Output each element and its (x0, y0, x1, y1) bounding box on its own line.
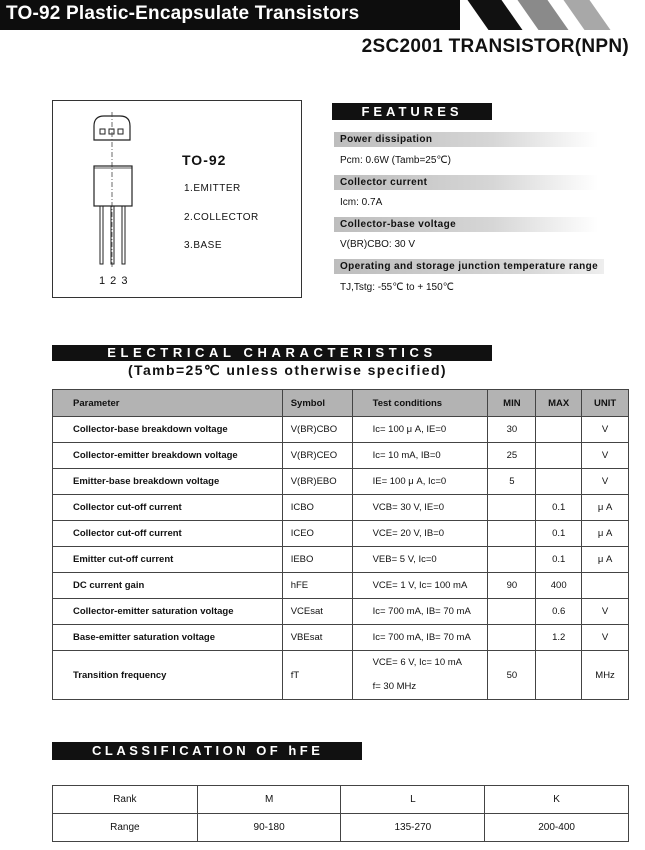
range-cell: 90-180 (197, 814, 341, 842)
max-cell: 0.1 (536, 547, 582, 573)
min-cell (488, 625, 536, 651)
col-header: Parameter (53, 390, 283, 417)
col-header: Test conditions (352, 390, 488, 417)
pin-numbers: 1 2 3 (99, 275, 129, 287)
rank-label: Rank (53, 786, 198, 814)
pin-label-collector: 2.COLLECTOR (184, 212, 259, 223)
unit-cell: MHz (582, 651, 629, 700)
feature-heading: Power dissipation (334, 132, 598, 147)
feature-heading: Collector-base voltage (334, 217, 598, 232)
features-banner: FEATURES (332, 103, 492, 120)
min-cell: 50 (488, 651, 536, 700)
condition-cell: Ic= 700 mA, IB= 70 mA (352, 599, 488, 625)
symbol-cell: IEBO (282, 547, 352, 573)
unit-cell (582, 573, 629, 599)
unit-cell: μ A (582, 521, 629, 547)
feature-heading: Collector current (334, 175, 598, 190)
feature-heading: Operating and storage junction temperature range (334, 259, 604, 274)
min-cell: 5 (488, 469, 536, 495)
param-cell: Transition frequency (53, 651, 283, 700)
min-cell (488, 521, 536, 547)
condition-cell: Ic= 700 mA, IB= 70 mA (352, 625, 488, 651)
max-cell (536, 417, 582, 443)
pin-label-base: 3.BASE (184, 240, 223, 251)
table-row (53, 547, 629, 573)
table-header-row (53, 390, 629, 417)
table-row (53, 469, 629, 495)
rank-cell: L (341, 786, 485, 814)
col-header: MIN (488, 390, 536, 417)
min-cell: 90 (488, 573, 536, 599)
table-row (53, 599, 629, 625)
max-cell: 1.2 (536, 625, 582, 651)
table-row (53, 625, 629, 651)
symbol-cell: V(BR)EBO (282, 469, 352, 495)
param-cell: Collector cut-off current (53, 495, 283, 521)
max-cell: 0.1 (536, 521, 582, 547)
condition-cell: IE= 100 μ A, Ic=0 (352, 469, 488, 495)
symbol-cell: ICEO (282, 521, 352, 547)
table-row (53, 814, 629, 842)
max-cell (536, 443, 582, 469)
param-cell: Collector cut-off current (53, 521, 283, 547)
classification-table (52, 785, 629, 842)
col-header: UNIT (582, 390, 629, 417)
param-cell: Emitter-base breakdown voltage (53, 469, 283, 495)
electrical-banner: ELECTRICAL CHARACTERISTICS (52, 345, 492, 361)
col-header: Symbol (282, 390, 352, 417)
unit-cell: V (582, 417, 629, 443)
table-row (53, 651, 629, 700)
param-cell: Collector-emitter saturation voltage (53, 599, 283, 625)
condition-cell: Ic= 10 mA, IB=0 (352, 443, 488, 469)
unit-cell: V (582, 469, 629, 495)
header-stripe (467, 0, 522, 30)
max-cell: 0.1 (536, 495, 582, 521)
condition-cell: VCE= 20 V, IB=0 (352, 521, 488, 547)
unit-cell: V (582, 443, 629, 469)
rank-cell: K (485, 786, 629, 814)
feature-value: Pcm: 0.6W (Tamb=25℃) (340, 155, 451, 166)
unit-cell: μ A (582, 495, 629, 521)
param-cell: Collector-base breakdown voltage (53, 417, 283, 443)
unit-cell: μ A (582, 547, 629, 573)
table-row (53, 521, 629, 547)
range-cell: 200-400 (485, 814, 629, 842)
condition-line: VCE= 6 V, Ic= 10 mA (372, 657, 463, 668)
package-name: TO-92 (182, 152, 227, 168)
condition-line: f= 30 MHz (372, 681, 417, 692)
symbol-cell: ICBO (282, 495, 352, 521)
rank-cell: M (197, 786, 341, 814)
to92-package-drawing (82, 112, 162, 272)
symbol-cell: fT (282, 651, 352, 700)
feature-value: Icm: 0.7A (340, 197, 383, 208)
symbol-cell: hFE (282, 573, 352, 599)
unit-cell: V (582, 599, 629, 625)
range-cell: 135-270 (341, 814, 485, 842)
symbol-cell: VCEsat (282, 599, 352, 625)
col-header: MAX (536, 390, 582, 417)
min-cell (488, 547, 536, 573)
condition-cell: Ic= 100 μ A, IE=0 (352, 417, 488, 443)
electrical-table (52, 389, 629, 700)
max-cell: 0.6 (536, 599, 582, 625)
unit-cell: V (582, 625, 629, 651)
param-cell: Emitter cut-off current (53, 547, 283, 573)
header-title: TO-92 Plastic-Encapsulate Transistors (6, 3, 360, 24)
feature-value: V(BR)CBO: 30 V (340, 239, 416, 250)
table-row (53, 417, 629, 443)
classification-banner: CLASSIFICATION OF hFE (52, 742, 362, 760)
max-cell (536, 651, 582, 700)
header-stripe (563, 0, 610, 30)
range-label: Range (53, 814, 198, 842)
min-cell (488, 599, 536, 625)
symbol-cell: VBEsat (282, 625, 352, 651)
param-cell: Base-emitter saturation voltage (53, 625, 283, 651)
min-cell (488, 495, 536, 521)
symbol-cell: V(BR)CEO (282, 443, 352, 469)
electrical-subtitle: (Tamb=25℃ unless otherwise specified) (128, 362, 447, 378)
min-cell: 25 (488, 443, 536, 469)
feature-value: TJ,Tstg: -55℃ to + 150℃ (340, 282, 454, 293)
condition-cell: VCB= 30 V, IE=0 (352, 495, 488, 521)
condition-cell: VCE= 1 V, Ic= 100 mA (352, 573, 488, 599)
table-row (53, 573, 629, 599)
condition-cell: VEB= 5 V, Ic=0 (352, 547, 488, 573)
table-row (53, 495, 629, 521)
pin-label-emitter: 1.EMITTER (184, 183, 241, 194)
symbol-cell: V(BR)CBO (282, 417, 352, 443)
header-stripe (517, 0, 568, 30)
part-title: 2SC2001 TRANSISTOR(NPN) (361, 36, 629, 57)
param-cell: Collector-emitter breakdown voltage (53, 443, 283, 469)
param-cell: DC current gain (53, 573, 283, 599)
table-row (53, 786, 629, 814)
max-cell (536, 469, 582, 495)
table-row (53, 443, 629, 469)
max-cell: 400 (536, 573, 582, 599)
condition-cell (352, 651, 488, 700)
min-cell: 30 (488, 417, 536, 443)
